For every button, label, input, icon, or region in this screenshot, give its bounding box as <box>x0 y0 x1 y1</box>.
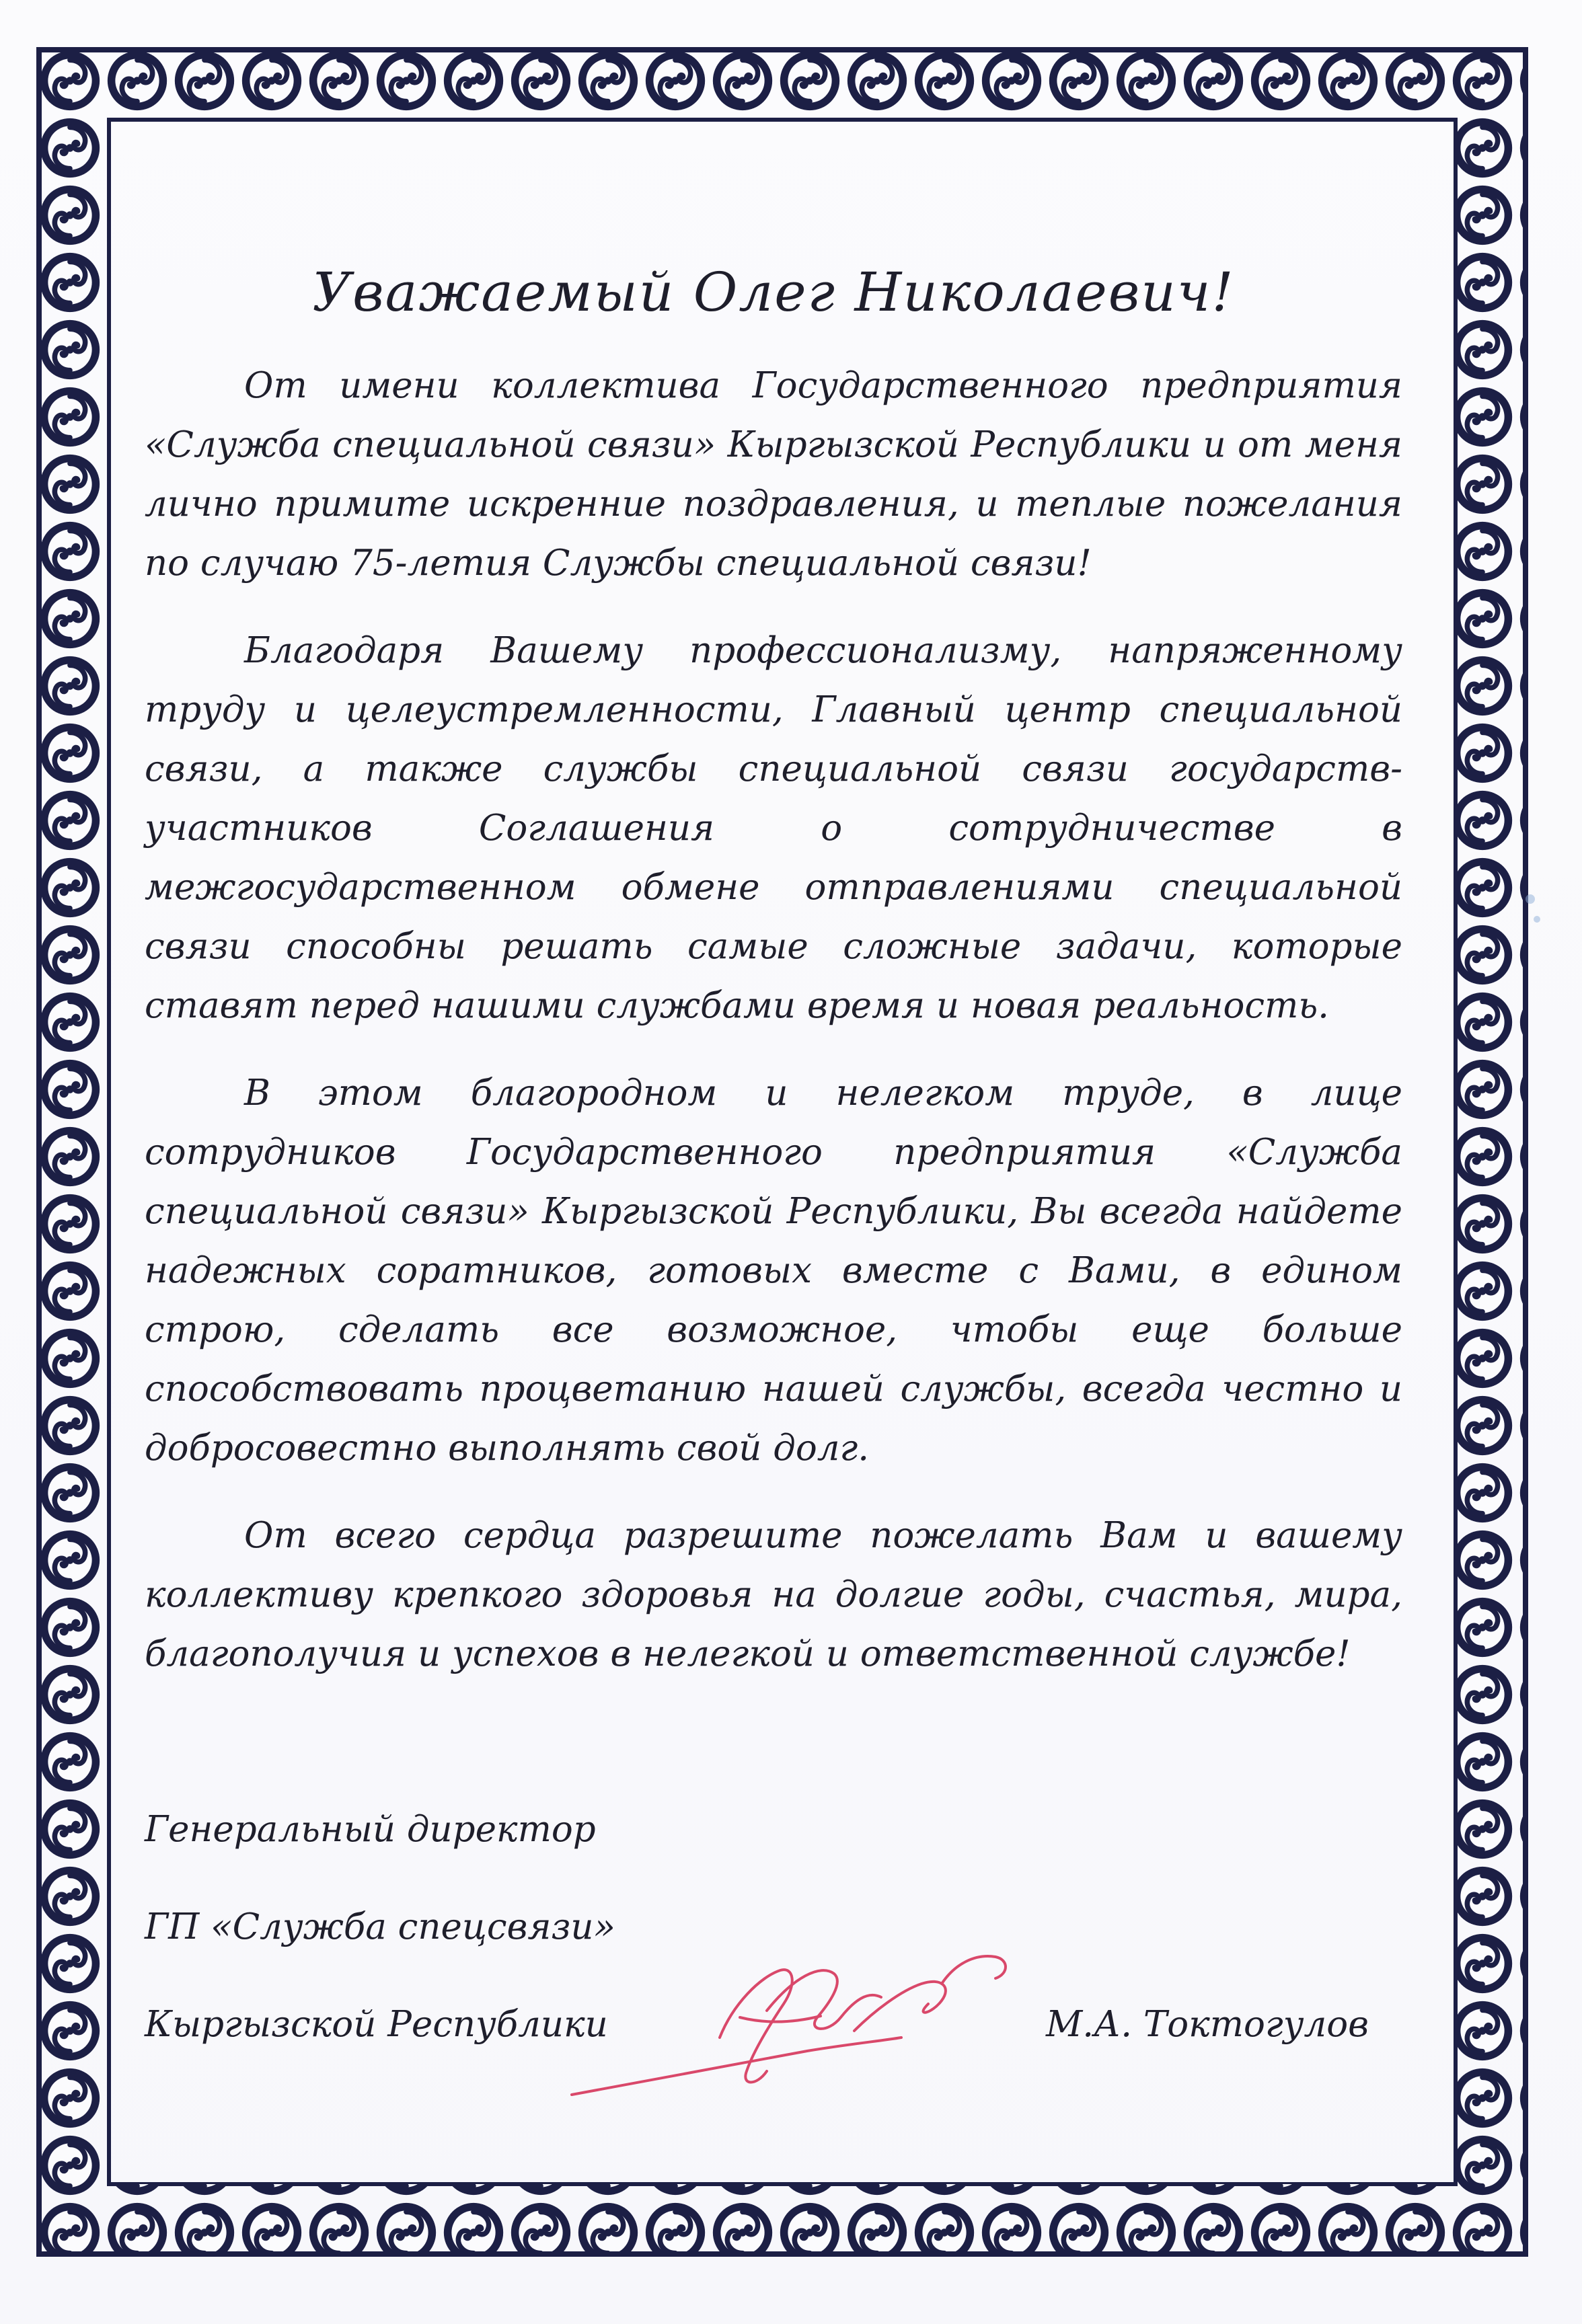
signer-organization: ГП «Служба спецсвязи» <box>145 1906 615 1947</box>
paragraph-1: От имени коллектива Государственного предприятия «Служба специальной связи» Кыргызской Республики и от меня лично примите искренние поздравления, и теплые пожелания по случаю 75-летия Службы специальной связи! <box>145 365 1402 584</box>
paragraph-2: Благодаря Вашему профессионализму, напряженному труду и целеустремленности, Главный центр специальной связи, а также службы специальной связи государств-участников Соглашения о сотрудничестве в межгосударственном обмене отправлениями специальной связи способны решать самые сложные задачи, которые ставят перед нашими службами время и новая реальность. <box>145 630 1402 1026</box>
handwritten-signature <box>565 1937 1049 2112</box>
paragraph-3: В этом благородном и нелегком труде, в лице сотрудников Государственного предприятия «Служба специальной связи» Кыргызской Республики, Вы всегда найдете надежных соратников, готовых вместе с Вами, в едином строю, сделать все возможное, чтобы еще больше способствовать процветанию нашей службы, всегда честно и добросовестно выполнять свой долг. <box>145 1073 1402 1469</box>
signer-name: М.А. Токтогулов <box>1045 2004 1369 2045</box>
signer-country: Кыргызской Республики <box>145 2004 608 2045</box>
ink-speck <box>1534 916 1540 923</box>
ink-speck <box>1526 894 1535 904</box>
signer-position: Генеральный директор <box>145 1809 596 1850</box>
paragraph-4: От всего сердца разрешите пожелать Вам и вашему коллективу крепкого здоровья на долгие годы, счастья, мира, благополучия и успехов в нелегкой и ответственной службе! <box>145 1515 1402 1674</box>
greeting: Уважаемый Олег Николаевич! <box>312 261 1235 323</box>
letter-body <box>145 256 1402 1712</box>
